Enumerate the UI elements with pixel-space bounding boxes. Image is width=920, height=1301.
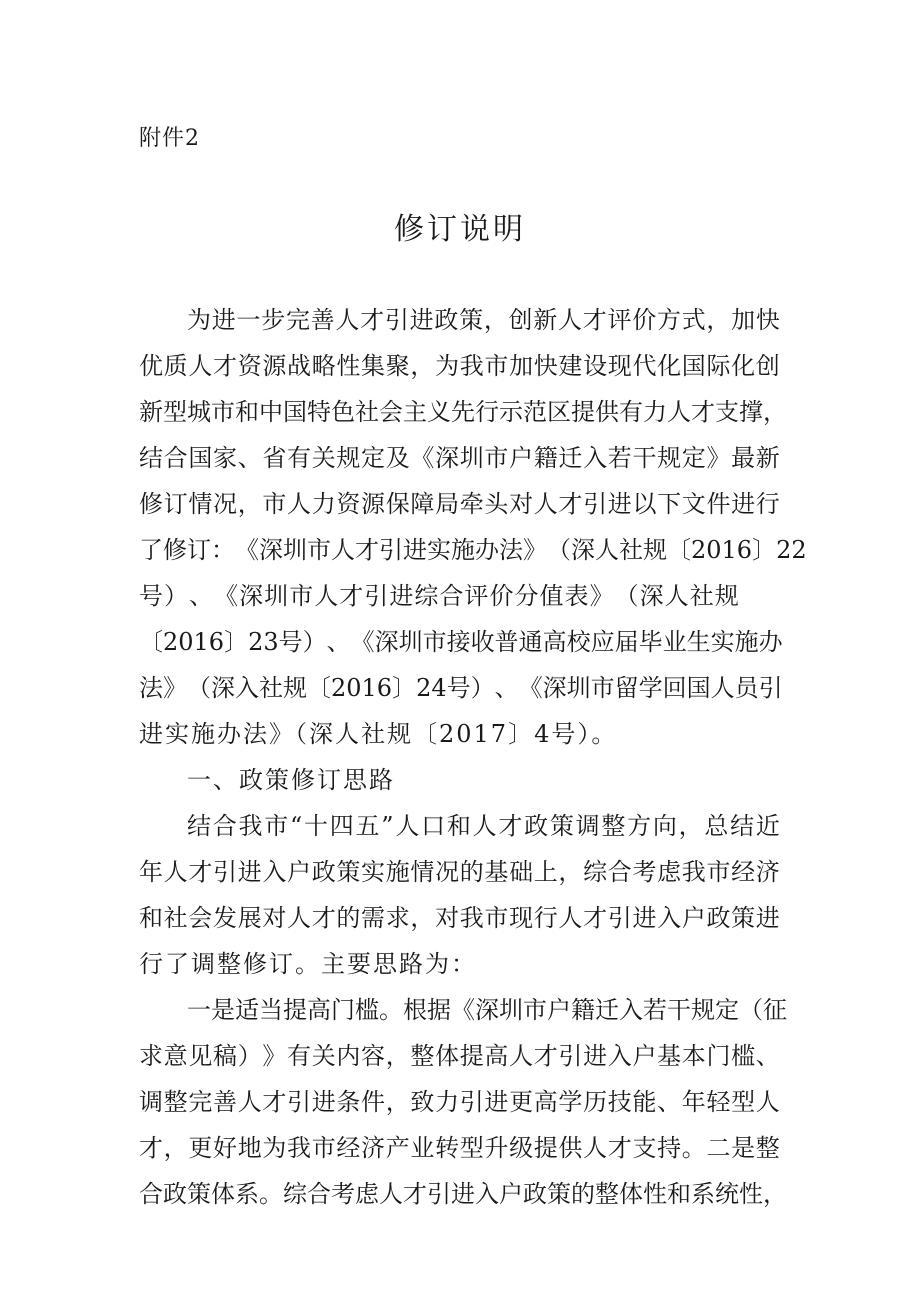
paragraph-line: 年 人 才 引 进 入 户 政 策 实 施 情 况 的 基 础 上 ， 综 合 考 虑 我 市 经 济 bbox=[139, 858, 780, 886]
paragraph-line: 才 ， 更 好 地 为 我 市 经 济 产 业 转 型 升 级 提 供 人 才 支 持 。 二 是 整 bbox=[139, 1134, 780, 1162]
paragraph-line: 了 修 订 ： 《 深 圳 市 人 才 引 进 实 施 办 法 》 （ 深 人 社 规 〔 2016 〕 22 bbox=[139, 536, 807, 564]
section-heading: 一、政策修订思路 bbox=[187, 766, 395, 794]
paragraph-line: 号 ） 、 《 深 圳 市 人 才 引 进 综 合 评 价 分 值 表 》 （ 深 人 社 规 bbox=[139, 582, 739, 610]
paragraph-line: 调 整 完 善 人 才 引 进 条 件 ， 致 力 引 进 更 高 学 历 技 能 、 年 轻 型 人 bbox=[139, 1088, 780, 1116]
paragraph-line: 和 社 会 发 展 对 人 才 的 需 求 ， 对 我 市 现 行 人 才 引 进 入 户 政 策 进 bbox=[139, 904, 780, 932]
paragraph-line: 新 型 城 市 和 中 国 特 色 社 会 主 义 先 行 示 范 区 提 供 有 力 人 才 支 撑 ， bbox=[139, 398, 787, 426]
paragraph-line: 为 进 一 步 完 善 人 才 引 进 政 策 ， 创 新 人 才 评 价 方 式 ， 加 快 bbox=[187, 306, 780, 334]
document-title: 修订说明 bbox=[394, 212, 526, 247]
paragraph-line: 〔 2016 〕 23 号 ） 、 《 深 圳 市 接 收 普 通 高 校 应 届 毕 业 生 实 施 办 bbox=[139, 628, 783, 656]
paragraph-line: 修 订 情 况 ， 市 人 力 资 源 保 障 局 牵 头 对 人 才 引 进 以 下 文 件 进 行 bbox=[139, 490, 780, 518]
paragraph-line: 优 质 人 才 资 源 战 略 性 集 聚 ， 为 我 市 加 快 建 设 现 代 化 国 际 化 创 bbox=[139, 352, 780, 380]
paragraph-line: 法 》 （ 深 入 社 规 〔 2016 〕 24 号 ） 、 《 深 圳 市 留 学 回 国 人 员 引 bbox=[139, 674, 783, 702]
paragraph-line: 行了调整修订。主要思路为： bbox=[139, 950, 477, 978]
paragraph-line: 求 意 见 稿 ） 》 有 关 内 容 ， 整 体 提 高 人 才 引 进 入 户 基 本 门 槛 、 bbox=[139, 1042, 780, 1070]
paragraph-line: 一 是 适 当 提 高 门 槛 。 根 据 《 深 圳 市 户 籍 迁 入 若 干 规 定 （ 征 bbox=[187, 996, 787, 1024]
paragraph-line: 进实施办法》（深人社规〔2017〕4号）。 bbox=[139, 720, 618, 748]
paragraph-line: 结 合 我 市 “ 十 四 五 ” 人 口 和 人 才 政 策 调 整 方 向 ， 总 结 近 bbox=[187, 812, 780, 840]
paragraph-line: 结 合 国 家 、 省 有 关 规 定 及 《 深 圳 市 户 籍 迁 入 若 干 规 定 》 最 新 bbox=[139, 444, 780, 472]
attachment-label: 附件2 bbox=[139, 126, 200, 151]
paragraph-line: 合 政 策 体 系 。 综 合 考 虑 人 才 引 进 入 户 政 策 的 整 体 性 和 系 统 性 ， bbox=[139, 1180, 787, 1208]
